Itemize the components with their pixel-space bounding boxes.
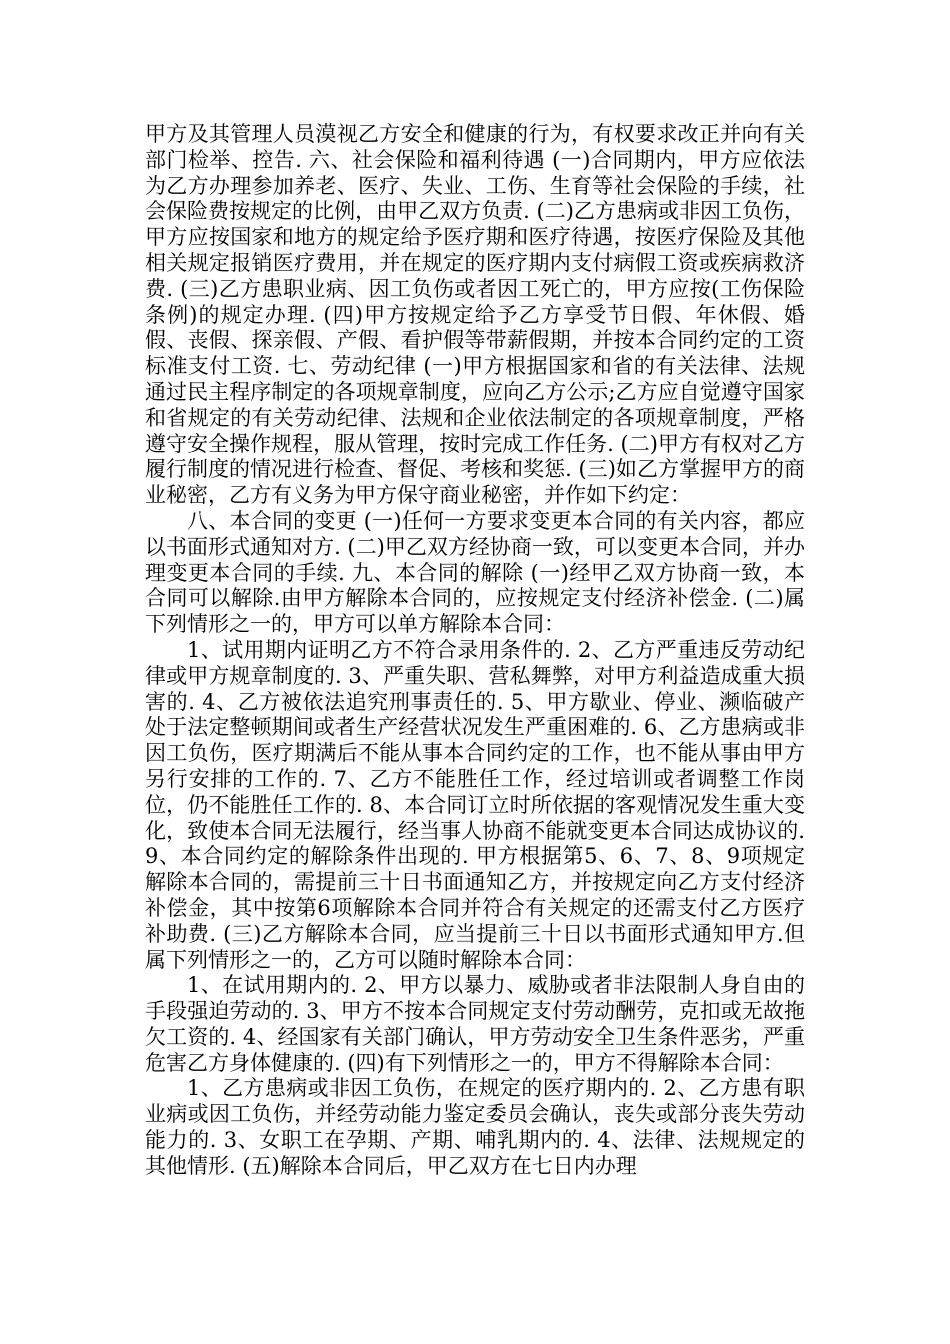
paragraph-employee-termination-cases: 1、在试用期内的. 2、甲方以暴力、威胁或者非法限制人身自由的手段强迫劳动的. 3、甲方不按本合同规定支付劳动酬劳，克扣或无故拖欠工资的. 4、经国家有关部门确认，甲方劳动安全卫生条件恶劣，严重危害乙方身体健康的. (四)有下列情形之一的，甲方不得解除本合同： [145, 973, 805, 1075]
paragraph-social-insurance-and-discipline: 甲方及其管理人员漠视乙方安全和健康的行为，有权要求改正并向有关部门检举、控告. 六、社会保险和福利待遇 (一)合同期内，甲方应依法为乙方办理参加养老、医疗、失业、工伤、生育等社会保险的手续，社会保险费按规定的比例，由甲乙双方负责. (二)乙方患病或非因工负伤，甲方应按国家和地方的规定给予医疗期和医疗待遇，按医疗保险及其他相关规定报销医疗费用，并在规定的医疗期内支付病假工资或疾病救济费. (三)乙方患职业病、因工负伤或者因工死亡的，甲方应按(工伤保险条例)的规定办理. (四)甲方按规定给予乙方享受节日假、年休假、婚假、丧假、探亲假、产假、看护假等带薪假期，并按本合同约定的工资标准支付工资. 七、劳动纪律 (一)甲方根据国家和省的有关法律、法规通过民主程序制定的各项规章制度，应向乙方公示;乙方应自觉遵守国家和省规定的有关劳动纪律、法规和企业依法制定的各项规章制度，严格遵守安全操作规程，服从管理，按时完成工作任务. (二)甲方有权对乙方履行制度的情况进行检查、督促、考核和奖惩. (三)如乙方掌握甲方的商业秘密，乙方有义务为甲方保守商业秘密，并作如下约定： [145, 122, 805, 508]
paragraph-employer-termination-cases: 1、试用期内证明乙方不符合录用条件的. 2、乙方严重违反劳动纪律或甲方规章制度的. 3、严重失职、营私舞弊，对甲方利益造成重大损害的. 4、乙方被依法追究刑事责任的. 5、甲方歇业、停业、濒临破产处于法定整顿期间或者生产经营状况发生严重困难的. 6、乙方患病或非因工负伤，医疗期满后不能从事本合同约定的工作，也不能从事由甲方另行安排的工作的. 7、乙方不能胜任工作，经过培训或者调整工作岗位，仍不能胜任工作的. 8、本合同订立时所依据的客观情况发生重大变化，致使本合同无法履行，经当事人协商不能就变更本合同达成协议的. 9、本合同约定的解除条件出现的. 甲方根据第5、6、7、8、9项规定解除本合同的，需提前三十日书面通知乙方，并按规定向乙方支付经济补偿金，其中按第6项解除本合同并符合有关规定的还需支付乙方医疗补助费. (三)乙方解除本合同，应当提前三十日以书面形式通知甲方.但属下列情形之一的，乙方可以随时解除本合同： [145, 637, 805, 972]
paragraph-contract-change-and-termination: 八、本合同的变更 (一)任何一方要求变更本合同的有关内容，都应以书面形式通知对方. (二)甲乙双方经协商一致，可以变更本合同，并办理变更本合同的手续. 九、本合同的解除 (一)经甲乙双方协商一致，本合同可以解除.由甲方解除本合同的，应按规定支付经济补偿金. (二)属下列情形之一的，甲方可以单方解除本合同： [145, 508, 805, 637]
document-page [145, 122, 805, 1180]
paragraph-termination-prohibited-cases: 1、乙方患病或非因工负伤，在规定的医疗期内的. 2、乙方患有职业病或因工负伤，并经劳动能力鉴定委员会确认，丧失或部分丧失劳动能力的. 3、女职工在孕期、产期、哺乳期内的. 4、法律、法规规定的其他情形. (五)解除本合同后，甲乙双方在七日内办理 [145, 1076, 805, 1178]
